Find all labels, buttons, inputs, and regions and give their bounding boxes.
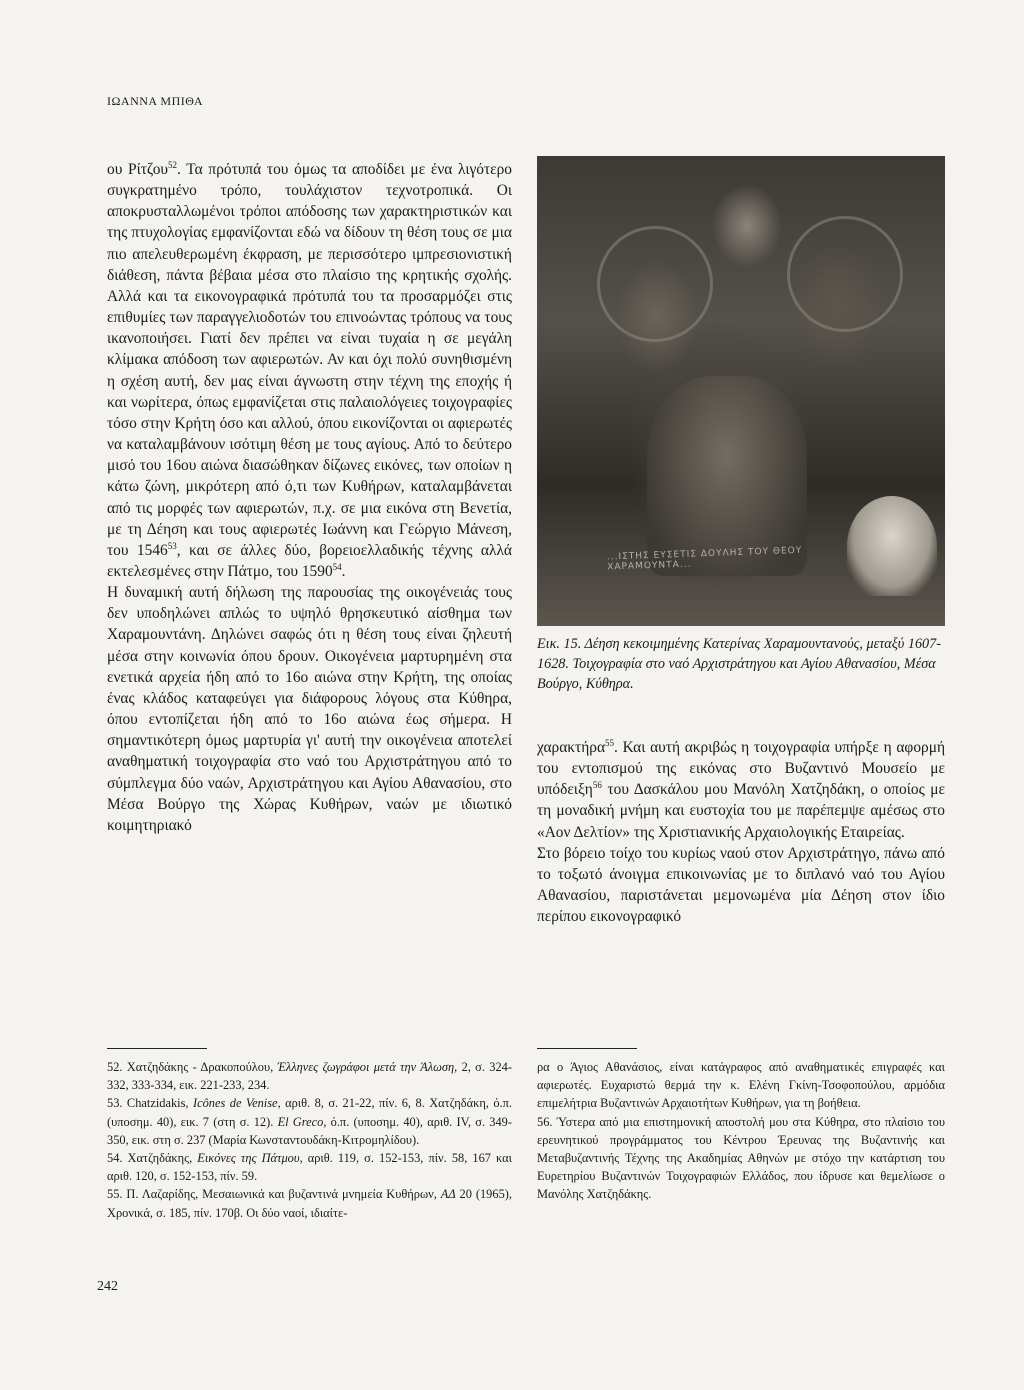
footnote-ref[interactable]: 56 <box>592 780 602 791</box>
footnote: 53. Chatzidakis, Icônes de Venise, αριθ. 8, σ. 21-22, πίν. 6, 8. Χατζηδάκη, ό.π. (υποσημ. 40), εικ. 7 (στη σ. 12). El Greco, ό.π. (υποσημ. 40), αριθ. IV, σ. 349-350, εικ. στη σ. 237 (Μαρία Κωνσταντουδάκη-Κιτρομηλίδου). <box>107 1096 512 1147</box>
fresco-inscription: ...ΙΣΤΗΣ ΕΥΣΕΤΙΣ ΔΟΥΛΗΣ ΤΟΥ ΘΕΟΥ ΧΑΡΑΜΟΥΝΤΑ... <box>606 545 803 573</box>
footnote-ref[interactable]: 52 <box>168 159 178 170</box>
page-number: 242 <box>97 1279 118 1294</box>
saint-halo-left <box>597 226 713 342</box>
running-head: ΙΩΑΝΝΑ ΜΠΙΘΑ <box>107 94 204 108</box>
footnote: 56. Ύστερα από μια επιστημονική αποστολή μου στα Κύθηρα, στο πλαίσιο του ερευνητικού προγράμματος του Κέντρου Έρευνας της Βυζαντινής και Μεταβυζαντινής Τέχνης της Ακαδημίας Αθηνών με στόχο την κατάρτιση του Ευρετηρίου Βυζαντινών Τοιχογραφιών Ελλάδος, που ίδρυσε και θεμελίωσε ο Μανόλης Χατζηδάκης. <box>537 1114 945 1202</box>
footnote-divider <box>537 1048 637 1049</box>
footnote-ref[interactable]: 55 <box>605 737 615 748</box>
saint-halo-right <box>787 216 903 332</box>
footnotes-right <box>537 1058 945 1204</box>
paragraph: Η δυναμική αυτή δήλωση της παρουσίας της οικογένειάς τους δεν υποδηλώνει απλώς το υψηλό θρησκευτικό αίσθημα των Χαραμουντάνη. Δηλώνει σαφώς ότι η θέση τους είναι ζηλευτή μέσα στην κοινωνία όπου δρουν. Οικογένεια μαρτυρημένη στα ενετικά αρχεία ήδη από το 16ο αιώνα στην Κρήτη, της οποίας ένας κλάδος καταφεύγει για διάφορους λόγους στα Κύθηρα, όπου εντοπίζεται ήδη από το 16ο αιώνα έως σήμερα. Η σημαντικότερη όμως μαρτυρία γι' αυτή την οικογένεια αποτελεί αναθηματική τοιχογραφία στο ναό του Αρχιστράτηγου από το σύμπλεγμα δύο ναών, Αρχιστράτηγου και Αγίου Αθανασίου, στο Μέσα Βούργο της Χώρας Κυθήρων, ναών με ιδιωτικό κοιμητηριακό <box>107 584 512 834</box>
footnotes-left <box>107 1058 512 1222</box>
body-column-left <box>107 159 512 836</box>
footnote-ref[interactable]: 54 <box>332 561 342 572</box>
footnote: 55. Π. Λαζαρίδης, Μεσαιωνικά και βυζαντινά μνημεία Κυθήρων, ΑΔ 20 (1965), Χρονικά, σ. 185, πίν. 170β. Οι δύο ναοί, ιδιαίτε- <box>107 1187 512 1220</box>
body-column-right <box>537 737 945 927</box>
footnote: 52. Χατζηδάκης - Δρακοπούλου, Έλληνες ζωγράφοι μετά την Άλωση, 2, σ. 324-332, 333-334, εικ. 221-233, 234. <box>107 1060 512 1093</box>
fresco-figure-image <box>537 156 945 626</box>
footnote-ref[interactable]: 53 <box>167 540 177 551</box>
caption-text: Δέηση κεκοιμημένης Κατερίνας Χαραμουντανούς, μεταξύ 1607-1628. Τοιχογραφία στο ναό Αρχιστράτηγου και Αγίου Αθανασίου, Μέσα Βούργο, Κύθηρα. <box>537 636 941 692</box>
caption-label: Εικ. 15. <box>537 636 582 652</box>
footnote-divider <box>107 1048 207 1049</box>
paragraph: ου Ρίτζου$^{52}$. Τα πρότυπά του όμως τα αποδίδει με ένα λιγότερο συγκρατημένο τρόπο, τουλάχιστον τεχνοτροπικά. Οι αποκρυσταλλωμένοι τρόποι απόδοσης των χαρακτηριστικών και της πτυχολογίας εμφανίζονται εδώ να δίδουν τη θέση τους σε μια πιο απελευθερωμένη έκφραση, με περισσότερο ιμπρεσιονιστική διάθεση, πάντα βέβαια μέσα στο πλαίσιο της κρητικής σχολής. Αλλά και τα εικονογραφικά πρότυπά του τα προσαρμόζει στις επιθυμίες των παραγγελιοδοτών του επινοώντας τρόπους να τους ικανοποιήσει. Γιατί δεν πρέπει να είναι τυχαία η σε μεγάλη κλίμακα απόδοση των αφιερωτών. Αν και όχι πολύ συνηθισμένη η σχέση αυτή, δεν μας είναι άγνωστη στην τέχνη της εποχής ή και νωρίτερα, όπως εμφανίζεται στις παλαιολόγειες τοιχογραφίες τόσο στην Κρήτη όσο και αλλού, όπου εικονίζονται οι αφιερωτές να καταλαμβάνουν ισότιμη θέση με τους αγίους. Από το δεύτερο μισό του 16ου αιώνα διασώθηκαν δίζωνες εικόνες, των οποίων η κάτω ζώνη, μικρότερη από ό,τι των Κυθήρων, καταλαμβάνεται από τις μορφές των αφιερωτών, π.χ. σε μια εικόνα στη Βενετία, με τη Δέηση και τους αφιερωτές Ιωάννη και Γεώργιο Μάνεση, του 1546$^{53}$, και σε άλλες δύο, βορειοελλαδικής τέχνης αλλά εκτελεσμένες στην Πάτμο, του 1590$^{54}$. <box>107 159 512 580</box>
footnote: 54. Χατζηδάκης, Εικόνες της Πάτμου, αριθ. 119, σ. 152-153, πίν. 58, 167 και αριθ. 120, σ. 152-153, πίν. 59. <box>107 1151 513 1184</box>
paragraph: Στο βόρειο τοίχο του κυρίως ναού στον Αρχιστράτηγο, πάνω από το τοξωτό άνοιγμα επικοινωνίας με το διπλανό ναό του Αγίου Αθανασίου, παριστάνεται μεμονωμένα μία Δέηση στον ίδιο περίπου εικονογραφικό <box>537 844 945 926</box>
figure-caption <box>537 634 947 694</box>
paragraph: χαρακτήρα$^{55}$. Και αυτή ακριβώς η τοιχογραφία υπήρξε η αφορμή του εντοπισμού της εικόνας στο Βυζαντινό Μουσείο με υπόδειξη$^{56}$ του Δασκάλου μου Μανόλη Χατζηδάκη, ο οποίος με τη μοναδική μνήμη και ευστοχία του με παρέπεμψε αμέσως στο «Αον Δελτίον» της Χριστιανικής Αρχαιολογικής Εταιρείας. <box>537 737 945 841</box>
footnote: ρα ο Άγιος Αθανάσιος, είναι κατάγραφος από αναθηματικές επιγραφές και αφιερωτές. Ευχαριστώ θερμά την κ. Ελένη Γκίνη-Τσοφοπούλου, αρμόδια επιμελήτρια Βυζαντινών Αρχαιοτήτων Κυθήρων, για τη βοήθεια. <box>537 1060 945 1111</box>
